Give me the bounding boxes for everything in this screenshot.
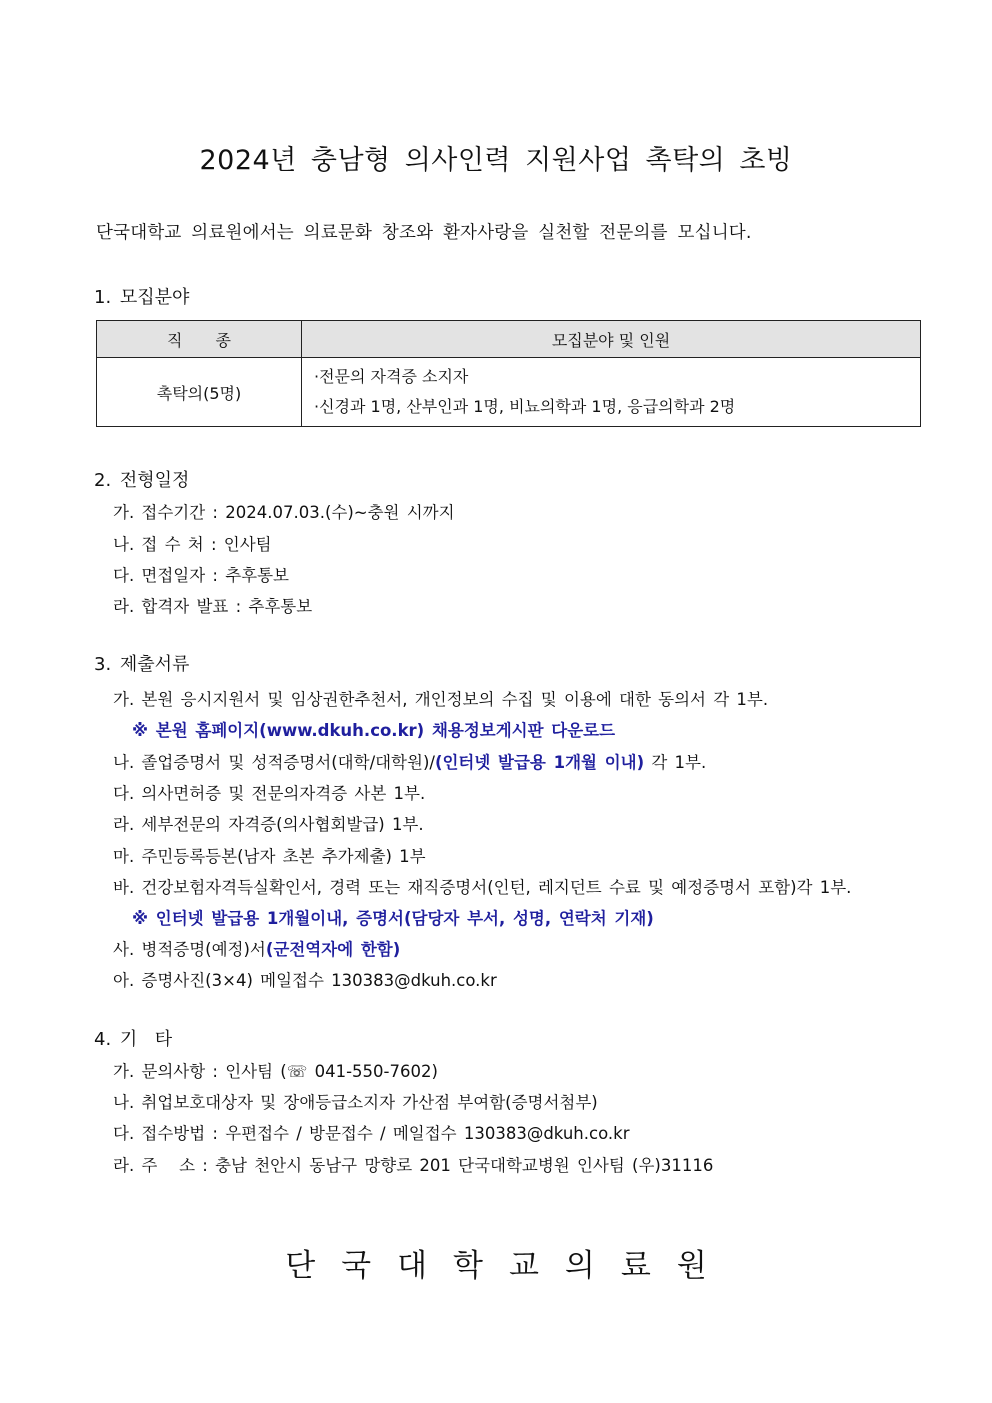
- table-header-field-count: 모집분야 및 인원: [302, 321, 921, 358]
- table-header-job-type: 직 종: [97, 321, 302, 358]
- page-title: 2024년 충남형 의사인력 지원사업 촉탁의 초빙: [199, 145, 793, 176]
- document-item-na-suffix: 각 1부.: [644, 753, 707, 772]
- detail-line-departments: ·신경과 1명, 산부인과 1명, 비뇨의학과 1명, 응급의학과 2명: [314, 397, 736, 416]
- table-cell-details: [302, 358, 921, 427]
- section-heading-schedule: 2. 전형일정: [94, 470, 190, 491]
- etc-item-bonus: 나. 취업보호대상자 및 장애등급소지자 가산점 부여함(증명서첨부): [113, 1093, 598, 1112]
- etc-item-method: 다. 접수방법 : 우편접수 / 방문접수 / 메일접수 130383@dkuh.co.kr: [113, 1124, 630, 1143]
- schedule-item-announcement: 라. 합격자 발표 : 추후통보: [113, 597, 313, 616]
- schedule-item-office: 나. 접 수 처 : 인사팀: [113, 535, 272, 554]
- etc-item-address: 라. 주 소 : 충남 천안시 동남구 망향로 201 단국대학교병원 인사팀 (우)31116: [113, 1156, 714, 1175]
- document-item-sa-text: 사. 병적증명(예정)서: [113, 940, 266, 959]
- intro-text: 단국대학교 의료원에서는 의료문화 창조와 환자사랑을 실천할 전문의를 모십니다.: [96, 223, 752, 243]
- document-note-internet: ※ 인터넷 발급용 1개월이내, 증명서(담당자 부서, 성명, 연락처 기재): [132, 909, 654, 928]
- recruitment-table: [96, 320, 921, 427]
- section-heading-documents: 3. 제출서류: [94, 654, 190, 675]
- detail-line-qualification: ·전문의 자격증 소지자: [314, 367, 469, 386]
- document-item-ma: 마. 주민등록등본(남자 초본 추가제출) 1부: [113, 847, 426, 866]
- document-item-sa-highlight: (군전역자에 한함): [265, 940, 401, 959]
- table-header-row: [97, 321, 921, 358]
- footer-organization: 단국대학교의료원: [285, 1248, 733, 1284]
- document-item-sa: [113, 936, 400, 960]
- section-heading-etc: 4. 기 타: [94, 1029, 173, 1050]
- document-item-na-text: 나. 졸업증명서 및 성적증명서(대학/대학원)/: [113, 753, 435, 772]
- document-item-ra: 라. 세부전문의 자격증(의사협회발급) 1부.: [113, 815, 424, 834]
- schedule-item-interview: 다. 면접일자 : 추후통보: [113, 566, 289, 585]
- document-item-ba: 바. 건강보험자격득실확인서, 경력 또는 재직증명서(인턴, 레지던트 수료 및 예정증명서 포함)각 1부.: [113, 878, 852, 897]
- etc-item-inquiry: 가. 문의사항 : 인사팀 (☏ 041-550-7602): [113, 1062, 438, 1081]
- document-item-da: 다. 의사면허증 및 전문의자격증 사본 1부.: [113, 784, 426, 803]
- document-item-na: [113, 749, 706, 773]
- document-item-ga: 가. 본원 응시지원서 및 임상권한추천서, 개인정보의 수집 및 이용에 대한 동의서 각 1부.: [113, 690, 769, 709]
- table-cell-job: 촉탁의(5명): [97, 358, 302, 427]
- document-item-na-highlight: (인터넷 발급용 1개월 이내): [434, 753, 645, 772]
- section-heading-recruit-field: 1. 모집분야: [94, 287, 190, 308]
- schedule-item-period: 가. 접수기간 : 2024.07.03.(수)~충원 시까지: [113, 503, 455, 522]
- document-note-download: ※ 본원 홈페이지(www.dkuh.co.kr) 채용정보게시판 다운로드: [132, 721, 616, 740]
- table-row: [97, 358, 921, 427]
- document-item-aa: 아. 증명사진(3×4) 메일접수 130383@dkuh.co.kr: [113, 971, 497, 990]
